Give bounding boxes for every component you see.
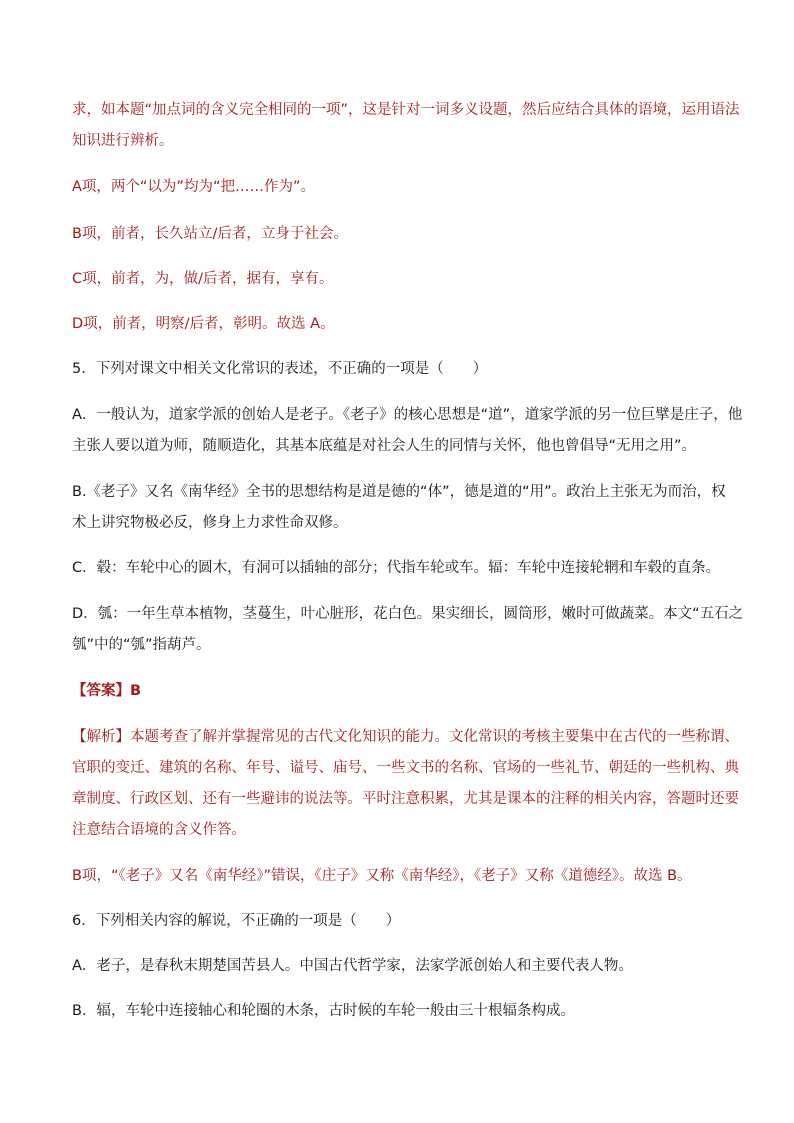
q4-analysis-option-d: D项，前者，明察/后者，彰明。故选 A。 [72,316,335,332]
q5-stem: 5．下列对课文中相关文化常识的表述，不正确的一项是（ ） [72,361,488,377]
q6-option-b: B．辐，车轮中连接轴心和轮圈的木条，古时候的车轮一般由三十根辐条构成。 [72,1003,575,1019]
q5-analysis-line-2: 官职的变迁、建筑的名称、年号、谥号、庙号、一些文书的名称、官场的一些礼节、朝廷的一些机构、典 [72,760,739,776]
q5-option-a-line-2: 主张人要以道为师，随顺造化，其基本底蕴是对社会人生的同情与关怀，他也曾倡导“无用之用”。 [72,438,697,454]
q4-analysis-option-c: C项，前者，为，做/后者，据有，享有。 [72,271,334,287]
q5-answer: 【答案】B [72,683,142,699]
q5-option-c: C．毂：车轮中心的圆木，有洞可以插轴的部分；代指车轮或车。辐：车轮中连接轮辋和车毂的直条。 [72,560,721,576]
q5-option-b-line-1: B.《老子》又名《南华经》全书的思想结构是道是德的“体”，德是道的“用”。政治上主张无为而治，权 [72,484,726,500]
q4-analysis-line-1: 求，如本题“加点词的含义完全相同的一项”，这是针对一词多义设题，然后应结合具体的语境，运用语法 [72,102,740,118]
q4-analysis-option-a: A项，两个“以为”均为“把……作为”。 [72,179,315,195]
q5-analysis-option-b: B项，“《老子》又名《南华经》”错误，《庄子》又称《南华经》，《老子》又称《道德经》。故选 B。 [72,868,692,884]
q4-analysis-line-2: 知识进行辨析。 [72,133,174,149]
q5-option-a-line-1: A．一般认为，道家学派的创始人是老子。《老子》的核心思想是“道”，道家学派的另一位巨擘是庄子，他 [72,407,743,423]
q5-option-d-line-1: D．瓠：一年生草本植物，茎蔓生，叶心脏形，花白色。果实细长，圆筒形，嫩时可做蔬菜。本文“五石之 [72,606,744,622]
q4-analysis-option-b: B项，前者，长久站立/后者，立身于社会。 [72,226,348,242]
q6-stem: 6．下列相关内容的解说，不正确的一项是（ ） [72,913,401,929]
q5-option-d-line-2: 瓠”中的“瓠”指葫芦。 [72,637,211,653]
q6-option-a: A．老子，是春秋末期楚国苦县人。中国古代哲学家，法家学派创始人和主要代表人物。 [72,958,633,974]
q5-analysis-line-4: 注意结合语境的含义作答。 [72,822,246,838]
q5-analysis-line-1: 【解析】本题考查了解并掌握常见的古代文化知识的能力。文化常识的考核主要集中在古代的一些称谓、 [72,729,739,745]
q5-option-b-line-2: 术上讲究物极必反，修身上力求性命双修。 [72,515,348,531]
q5-analysis-line-3: 章制度、行政区划、还有一些避讳的说法等。平时注意积累，尤其是课本的注释的相关内容，答题时还要 [72,791,739,807]
